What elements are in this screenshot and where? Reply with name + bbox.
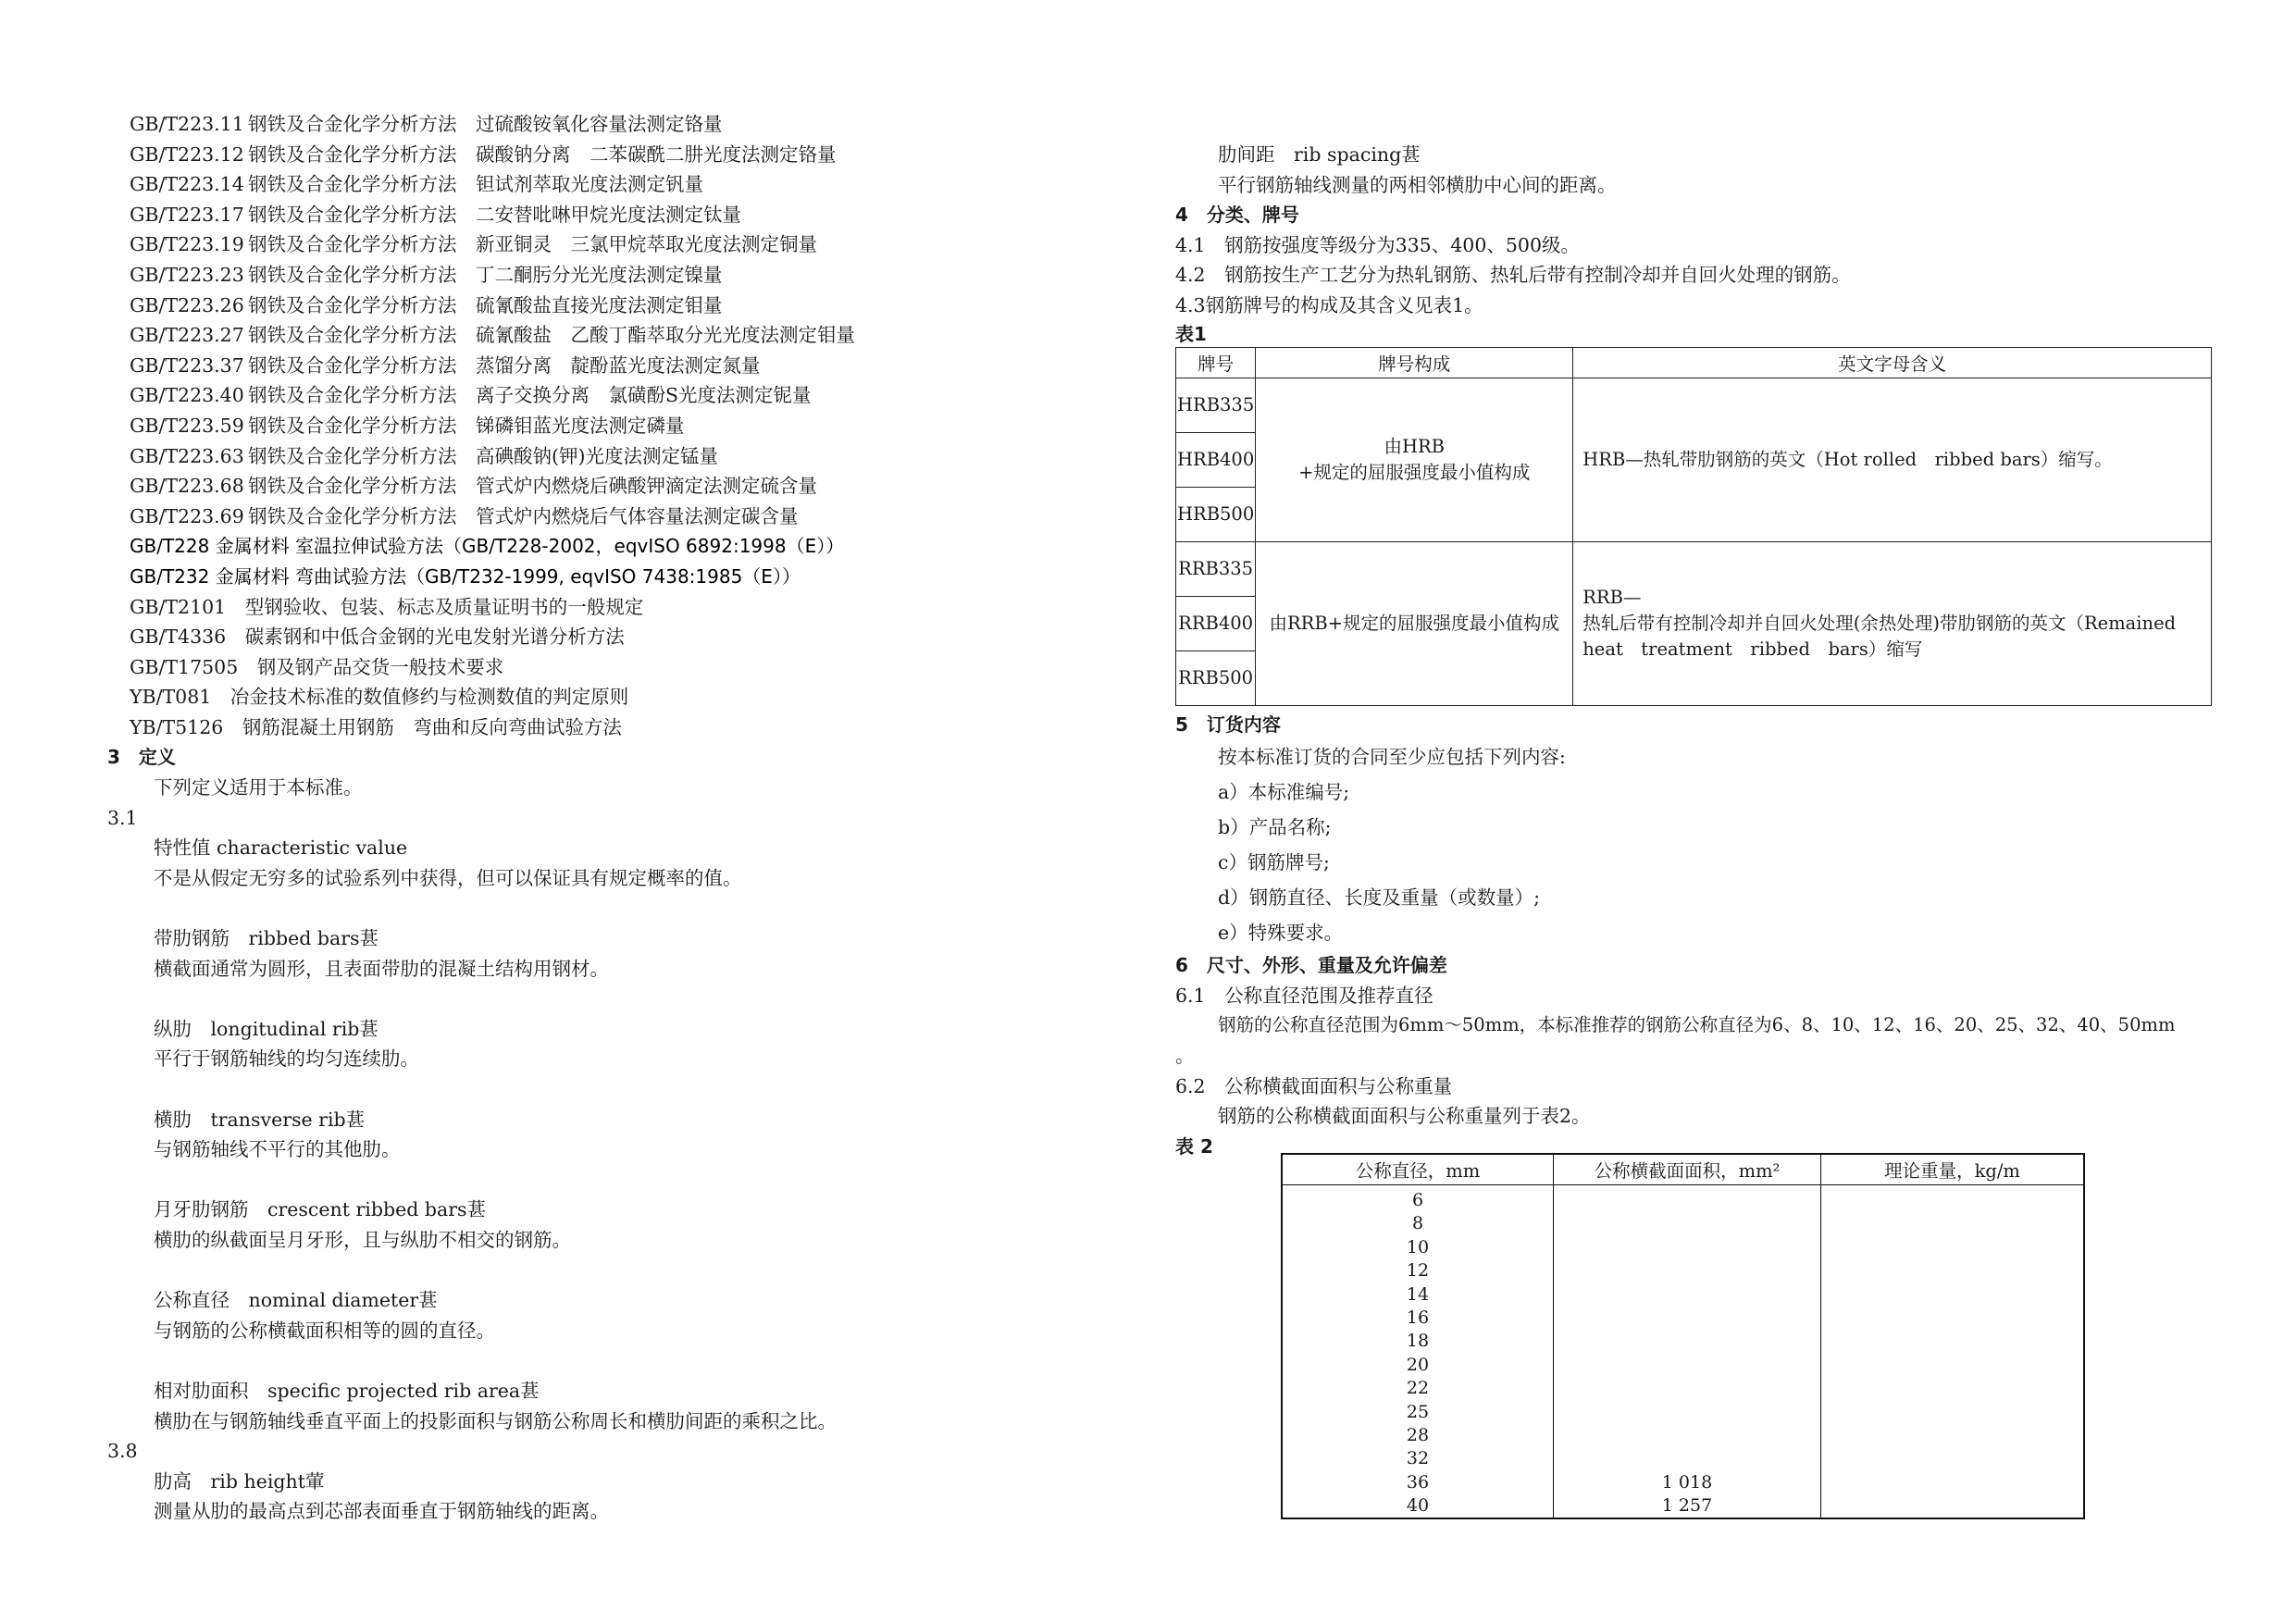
table-cell	[1821, 1236, 2083, 1259]
table-cell: 10	[1406, 1236, 1430, 1258]
order-item: e）特殊要求。	[1218, 922, 1344, 945]
reference-title: 钢铁及合金化学分析方法 二安替吡啉甲烷光度法测定钛量	[248, 203, 741, 226]
table-cell	[1821, 1212, 2083, 1235]
table-cell	[1821, 1189, 2083, 1212]
table-header-row	[1282, 1154, 2084, 1185]
table-cell	[1554, 1377, 1820, 1400]
reference-title: 钢铁及合金化学分析方法 管式炉内燃烧后气体容量法测定碳含量	[248, 504, 799, 527]
table-header-cell: 公称横截面面积，mm²	[1554, 1154, 1821, 1185]
section-4-heading: 4 分类、牌号	[1175, 204, 1299, 227]
table-header-cell: 公称直径，mm	[1282, 1154, 1554, 1185]
table-cell	[1821, 1401, 2083, 1424]
table-cell	[1554, 1447, 1820, 1470]
reference-title: 钢铁及合金化学分析方法 碳酸钠分离 二苯碳酰二肼光度法测定铬量	[248, 142, 837, 166]
grade-code-cell: HRB400	[1176, 432, 1256, 487]
term-ribbed-bars: 带肋钢筋 ribbed bars葚	[154, 927, 379, 950]
table-cell: 14	[1406, 1283, 1430, 1305]
clause-6-1-text: 钢筋的公称直径范围为6mm～50mm，本标准推荐的钢筋公称直径为6、8、10、12、16、20、25、32、40、50mm	[1218, 1014, 2176, 1036]
grade-composition-cell: 由RRB+规定的屈服强度最小值构成	[1256, 541, 1573, 705]
table-cell: 28	[1406, 1424, 1430, 1445]
term-nominal-diameter: 公称直径 nominal diameter葚	[154, 1289, 438, 1312]
reference-item	[130, 471, 1148, 502]
table-cell: 20	[1406, 1354, 1430, 1375]
weight-column	[1821, 1185, 2085, 1519]
def-transverse-rib: 与钢筋轴线不平行的其他肋。	[154, 1138, 401, 1161]
section-3-heading: 3 定义	[107, 746, 176, 769]
section-5-heading: 5 订货内容	[1175, 712, 1281, 736]
table-cell: 18	[1406, 1331, 1430, 1352]
reference-code: GB/T223.14	[130, 173, 244, 196]
spacer	[130, 984, 1148, 1014]
grade-meaning-cell: HRB—热轧带肋钢筋的英文（Hot rolled ribbed bars）缩写。	[1573, 378, 2212, 541]
ref-gbt232: GB/T232 金属材料 弯曲试验方法（GB/T232-1999, eqvISO 7438:1985（E））	[130, 564, 800, 588]
reference-code: GB/T223.26	[130, 293, 244, 316]
table-cell	[1554, 1354, 1820, 1377]
reference-code: GB/T223.59	[130, 414, 244, 437]
reference-item	[130, 411, 1148, 441]
table-header-row	[1176, 347, 2212, 378]
reference-item	[130, 109, 1148, 140]
composition-line: +规定的屈服强度最小值构成	[1298, 461, 1531, 483]
reference-code: GB/T223.69	[130, 504, 244, 527]
reference-item	[130, 200, 1148, 230]
clause-3-1: 3.1	[107, 806, 138, 829]
table-cell: 1 018	[1661, 1471, 1713, 1493]
reference-title: 钢铁及合金化学分析方法 过硫酸铵氧化容量法测定铬量	[248, 113, 723, 135]
grade-meaning-cell	[1573, 541, 2212, 705]
meaning-line: 热轧后带有控制冷却并自回火处理(余热处理)带肋钢筋的英文（Remained heat treatment ribbed bars）缩写	[1582, 612, 2177, 660]
order-item: c）钢筋牌号;	[1218, 851, 1330, 874]
table-cell: 40	[1406, 1495, 1430, 1517]
def-ribbed-bars: 横截面通常为圆形，且表面带肋的混凝土结构用钢材。	[154, 957, 609, 980]
reference-title: 钢铁及合金化学分析方法 丁二酮肟分光光度法测定镍量	[248, 263, 723, 286]
reference-title: 钢铁及合金化学分析方法 硫氰酸盐直接光度法测定钼量	[248, 293, 723, 316]
ref-gbt228: GB/T228 金属材料 室温拉伸试验方法（GB/T228-2002，eqvISO 6892:1998（E））	[130, 535, 845, 558]
term-rib-height: 肋高 rib height葷	[154, 1469, 325, 1493]
right-column	[1175, 140, 2212, 1161]
clause-4-1: 4.1 钢筋按强度等级分为335、400、500级。	[1175, 233, 1580, 256]
reference-item	[130, 169, 1148, 200]
clause-6-1: 6.1 公称直径范围及推荐直径	[1175, 984, 1433, 1007]
table-cell	[1821, 1494, 2083, 1518]
table-2	[1281, 1153, 2085, 1519]
table-cell: 22	[1406, 1378, 1430, 1399]
reference-title: 钢铁及合金化学分析方法 锑磷钼蓝光度法测定磷量	[248, 414, 685, 437]
table-cell	[1821, 1447, 2083, 1470]
clause-3-8: 3.8	[107, 1440, 138, 1463]
reference-code: GB/T223.23	[130, 263, 244, 286]
def-nominal-diameter: 与钢筋的公称横截面积相等的圆的直径。	[154, 1319, 495, 1342]
reference-item	[130, 441, 1148, 472]
order-items-list	[1175, 774, 2212, 950]
table-cell	[1821, 1259, 2083, 1282]
ref-gbt17505: GB/T17505 钢及钢产品交货一般技术要求	[130, 655, 504, 678]
def-characteristic-value: 不是从假定无穷多的试验系列中获得，但可以保证具有规定概率的值。	[154, 866, 742, 889]
order-item: a）本标准编号;	[1218, 781, 1350, 804]
def-rib-height: 测量从肋的最高点到芯部表面垂直于钢筋轴线的距离。	[154, 1500, 609, 1523]
table-cell	[1821, 1330, 2083, 1353]
term-characteristic-value: 特性值 characteristic value	[154, 836, 408, 860]
table-cell	[1554, 1212, 1820, 1235]
table-cell	[1554, 1424, 1820, 1447]
table-cell	[1554, 1259, 1820, 1282]
table-header-cell: 牌号	[1176, 347, 1256, 378]
reference-title: 钢铁及合金化学分析方法 高碘酸钠(钾)光度法测定锰量	[248, 444, 718, 467]
table-row	[1176, 378, 2212, 432]
clause-4-3: 4.3钢筋牌号的构成及其含义见表1。	[1175, 293, 1483, 316]
reference-code: GB/T223.11	[130, 113, 244, 135]
table-header-cell: 理论重量，kg/m	[1821, 1154, 2085, 1185]
def-longitudinal-rib: 平行于钢筋轴线的均匀连续肋。	[154, 1047, 419, 1071]
reference-item	[130, 260, 1148, 291]
table-cell	[1821, 1307, 2083, 1330]
spacer	[130, 893, 1148, 923]
section-6-heading: 6 尺寸、外形、重量及允许偏差	[1175, 954, 1447, 977]
table-2-caption: 表 2	[1175, 1134, 1213, 1158]
reference-item	[130, 320, 1148, 351]
order-item: b）产品名称;	[1218, 816, 1332, 839]
clause-4-2: 4.2 钢筋按生产工艺分为热轧钢筋、热轧后带有控制冷却并自回火处理的钢筋。	[1175, 264, 1851, 287]
reference-title: 钢铁及合金化学分析方法 离子交换分离 氯磺酚S光度法测定铌量	[248, 384, 812, 407]
table-cell: 32	[1406, 1448, 1430, 1469]
reference-code: GB/T223.17	[130, 203, 244, 226]
reference-code: GB/T223.40	[130, 384, 244, 407]
table-cell	[1554, 1283, 1820, 1307]
reference-item	[130, 351, 1148, 381]
def-specific-rib-area: 横肋在与钢筋轴线垂直平面上的投影面积与钢筋公称周长和横肋间距的乘积之比。	[154, 1409, 837, 1432]
spacer	[130, 1074, 1148, 1105]
table-cell: 16	[1406, 1307, 1430, 1328]
table-1-caption: 表1	[1175, 322, 1207, 345]
clause-6-1-tail: 。	[1175, 1044, 1195, 1067]
grade-code-cell: RRB500	[1176, 650, 1256, 705]
table-cell	[1821, 1424, 2083, 1447]
table-header-cell: 英文字母含义	[1573, 347, 2212, 378]
term-rib-spacing: 肋间距 rib spacing葚	[1218, 143, 1421, 166]
grade-code-cell: RRB335	[1176, 541, 1256, 596]
table-cell	[1821, 1377, 2083, 1400]
order-item: d）钢筋直径、长度及重量（或数量）;	[1218, 886, 1541, 910]
table-cell	[1821, 1283, 2083, 1307]
def-rib-spacing: 平行钢筋轴线测量的两相邻横肋中心间的距离。	[1218, 173, 1617, 196]
reference-title: 钢铁及合金化学分析方法 钽试剂萃取光度法测定钒量	[248, 173, 703, 196]
reference-code: GB/T223.68	[130, 475, 244, 498]
reference-code: GB/T223.12	[130, 142, 244, 166]
reference-title: 钢铁及合金化学分析方法 硫氰酸盐 乙酸丁酯萃取分光光度法测定钼量	[248, 324, 855, 347]
left-column	[107, 109, 1148, 1527]
table-cell	[1554, 1401, 1820, 1424]
grade-code-cell: RRB400	[1176, 596, 1256, 650]
reference-code: GB/T223.27	[130, 324, 244, 347]
reference-title: 钢铁及合金化学分析方法 新亚铜灵 三氯甲烷萃取光度法测定铜量	[248, 233, 817, 256]
meaning-line: RRB—	[1582, 586, 1642, 608]
term-crescent-ribbed-bars: 月牙肋钢筋 crescent ribbed bars葚	[154, 1198, 487, 1221]
reference-title: 钢铁及合金化学分析方法 管式炉内燃烧后碘酸钾滴定法测定硫含量	[248, 475, 817, 498]
ref-ybt5126: YB/T5126 钢筋混凝土用钢筋 弯曲和反向弯曲试验方法	[130, 715, 622, 738]
ref-ybt081: YB/T081 冶金技术标准的数值修约与检测数值的判定原则	[130, 686, 629, 709]
ref-gbt4336: GB/T4336 碳素钢和中低合金钢的光电发射光谱分析方法	[130, 626, 625, 649]
spacer	[130, 1165, 1148, 1196]
reference-item	[130, 291, 1148, 321]
reference-item	[130, 502, 1148, 532]
reference-code: GB/T223.63	[130, 444, 244, 467]
table-cell: 12	[1406, 1260, 1430, 1282]
clause-6-2-text: 钢筋的公称横截面面积与公称重量列于表2。	[1218, 1105, 1591, 1128]
table-cell: 6	[1411, 1190, 1424, 1210]
table-cell	[1554, 1189, 1820, 1212]
table-cell	[1554, 1236, 1820, 1259]
table-body-row	[1282, 1185, 2084, 1519]
section-3-intro: 下列定义适用于本标准。	[154, 776, 363, 799]
table-cell: 25	[1406, 1401, 1430, 1422]
spacer	[130, 1345, 1148, 1376]
table-cell	[1554, 1307, 1820, 1330]
table-row	[1176, 541, 2212, 596]
reference-item	[130, 229, 1148, 260]
section-5-intro: 按本标准订货的合同至少应包括下列内容:	[1218, 746, 1566, 769]
reference-item	[130, 140, 1148, 170]
grade-code-cell: HRB500	[1176, 487, 1256, 541]
grade-composition-cell	[1256, 378, 1573, 541]
table-cell: 8	[1411, 1213, 1424, 1234]
table-cell	[1821, 1354, 2083, 1377]
term-transverse-rib: 横肋 transverse rib葚	[154, 1108, 366, 1131]
reference-code: GB/T223.37	[130, 353, 244, 377]
term-specific-rib-area: 相对肋面积 specific projected rib area葚	[154, 1379, 540, 1402]
table-header-cell: 牌号构成	[1256, 347, 1573, 378]
reference-list	[130, 109, 1148, 531]
area-column	[1554, 1185, 1821, 1519]
def-crescent-ribbed-bars: 横肋的纵截面呈月牙形，且与纵肋不相交的钢筋。	[154, 1228, 571, 1251]
table-cell	[1554, 1330, 1820, 1353]
composition-line: 由HRB	[1384, 435, 1446, 457]
reference-item	[130, 380, 1148, 411]
grade-code-cell: HRB335	[1176, 378, 1256, 432]
table-cell: 1 257	[1661, 1495, 1713, 1517]
spacer	[130, 1256, 1148, 1286]
table-cell: 36	[1406, 1471, 1430, 1493]
diameter-column	[1282, 1185, 1554, 1519]
reference-code: GB/T223.19	[130, 233, 244, 256]
clause-6-2: 6.2 公称横截面面积与公称重量	[1175, 1074, 1453, 1097]
table-1	[1175, 347, 2212, 706]
reference-title: 钢铁及合金化学分析方法 蒸馏分离 靛酚蓝光度法测定氮量	[248, 353, 761, 377]
term-longitudinal-rib: 纵肋 longitudinal rib葚	[154, 1017, 379, 1040]
table-cell	[1821, 1471, 2083, 1494]
ref-gbt2101: GB/T2101 型钢验收、包装、标志及质量证明书的一般规定	[130, 595, 644, 618]
